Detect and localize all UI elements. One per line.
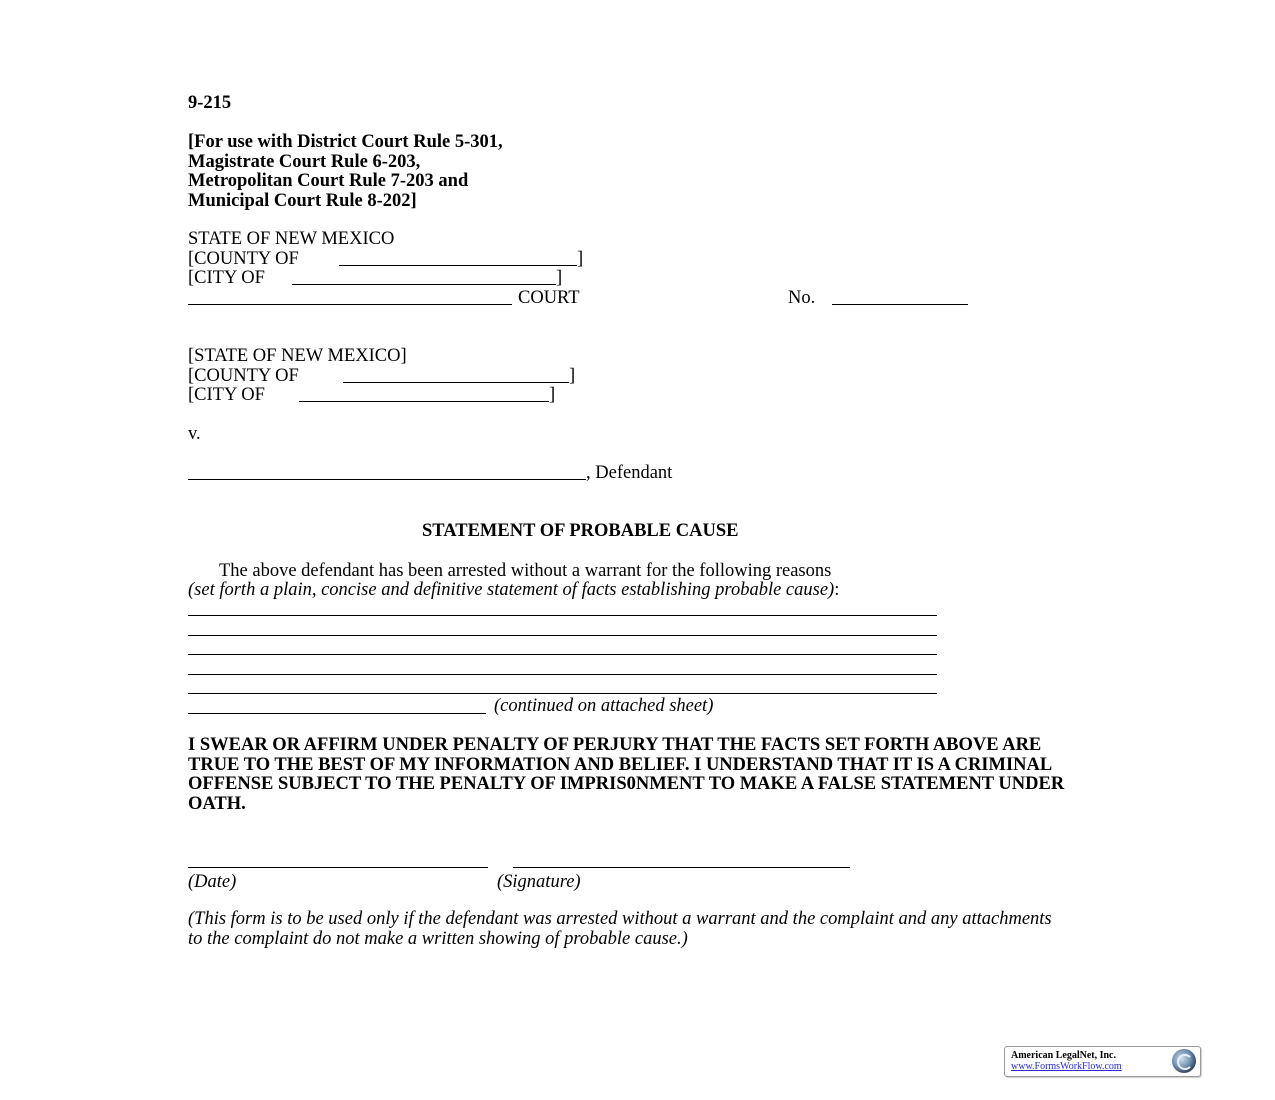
usage-notice: (This form is to be used only if the defendant was arrested without a warrant and the complaint and any attachments to the complaint do not make a written showing of probable cause.) bbox=[188, 909, 1052, 949]
rule-line-2: Magistrate Court Rule 6-203, bbox=[188, 152, 421, 172]
plaintiff-city-close: ] bbox=[549, 385, 556, 405]
statement-instruction: (set forth a plain, concise and definitive statement of facts establishing probable cause) bbox=[188, 580, 835, 600]
statement-line-6[interactable] bbox=[188, 713, 486, 714]
statement-line-3[interactable] bbox=[188, 654, 937, 655]
caption-county-field[interactable] bbox=[339, 265, 577, 266]
signature-label: (Signature) bbox=[497, 872, 581, 892]
date-field[interactable] bbox=[188, 867, 488, 868]
caption-county-close: ] bbox=[577, 249, 584, 269]
caption-city-label: [CITY OF bbox=[188, 268, 265, 288]
statement-instruction-colon: : bbox=[834, 580, 840, 600]
plaintiff-city-field[interactable] bbox=[299, 401, 549, 402]
plaintiff-county-label: [COUNTY OF bbox=[188, 366, 299, 386]
case-number-field[interactable] bbox=[832, 304, 968, 305]
caption-city-field[interactable] bbox=[292, 284, 556, 285]
versus: v. bbox=[188, 424, 201, 444]
footer-website-link[interactable]: www.FormsWorkFlow.com bbox=[1011, 1061, 1122, 1072]
statement-line-4[interactable] bbox=[188, 674, 937, 675]
signature-field[interactable] bbox=[513, 867, 850, 868]
rule-line-3: Metropolitan Court Rule 7-203 and bbox=[188, 171, 469, 191]
globe-icon bbox=[1172, 1049, 1196, 1073]
continued-note: (continued on attached sheet) bbox=[494, 696, 714, 716]
court-name-field[interactable] bbox=[188, 304, 512, 305]
statement-line-2[interactable] bbox=[188, 635, 937, 636]
rule-line-1: [For use with District Court Rule 5-301, bbox=[188, 132, 503, 152]
defendant-name-field[interactable] bbox=[188, 479, 586, 480]
statement-line-1[interactable] bbox=[188, 615, 937, 616]
plaintiff-city-label: [CITY OF bbox=[188, 385, 265, 405]
statement-line-5[interactable] bbox=[188, 693, 937, 694]
statement-instruction-wrap bbox=[188, 580, 839, 600]
rule-line-4: Municipal Court Rule 8-202] bbox=[188, 191, 417, 211]
plaintiff-county-field[interactable] bbox=[343, 382, 569, 383]
case-number-label: No. bbox=[788, 288, 816, 308]
caption-county-label: [COUNTY OF bbox=[188, 249, 299, 269]
footer-badge[interactable] bbox=[1004, 1046, 1201, 1077]
statement-intro: The above defendant has been arrested without a warrant for the following reasons bbox=[219, 561, 832, 581]
statement-title: STATEMENT OF PROBABLE CAUSE bbox=[422, 521, 739, 541]
court-label: COURT bbox=[518, 288, 580, 308]
footer-company: American LegalNet, Inc. bbox=[1011, 1050, 1116, 1061]
plaintiff-state: [STATE OF NEW MEXICO] bbox=[188, 346, 407, 366]
oath-statement: I SWEAR OR AFFIRM UNDER PENALTY OF PERJURY THAT THE FACTS SET FORTH ABOVE ARE TRUE TO THE BEST OF MY INFORMATION AND BELIEF. I UNDERSTAND THAT IT IS A CRIMINAL OFFENSE SUBJECT TO THE PENALTY OF IMPRIS0NMENT TO MAKE A FALSE STATEMENT UNDER OATH. bbox=[188, 735, 1065, 814]
caption-city-close: ] bbox=[556, 268, 563, 288]
form-number: 9-215 bbox=[188, 93, 232, 113]
date-label: (Date) bbox=[188, 872, 237, 892]
caption-state: STATE OF NEW MEXICO bbox=[188, 229, 395, 249]
defendant-label: , Defendant bbox=[586, 463, 673, 483]
plaintiff-county-close: ] bbox=[569, 366, 576, 386]
